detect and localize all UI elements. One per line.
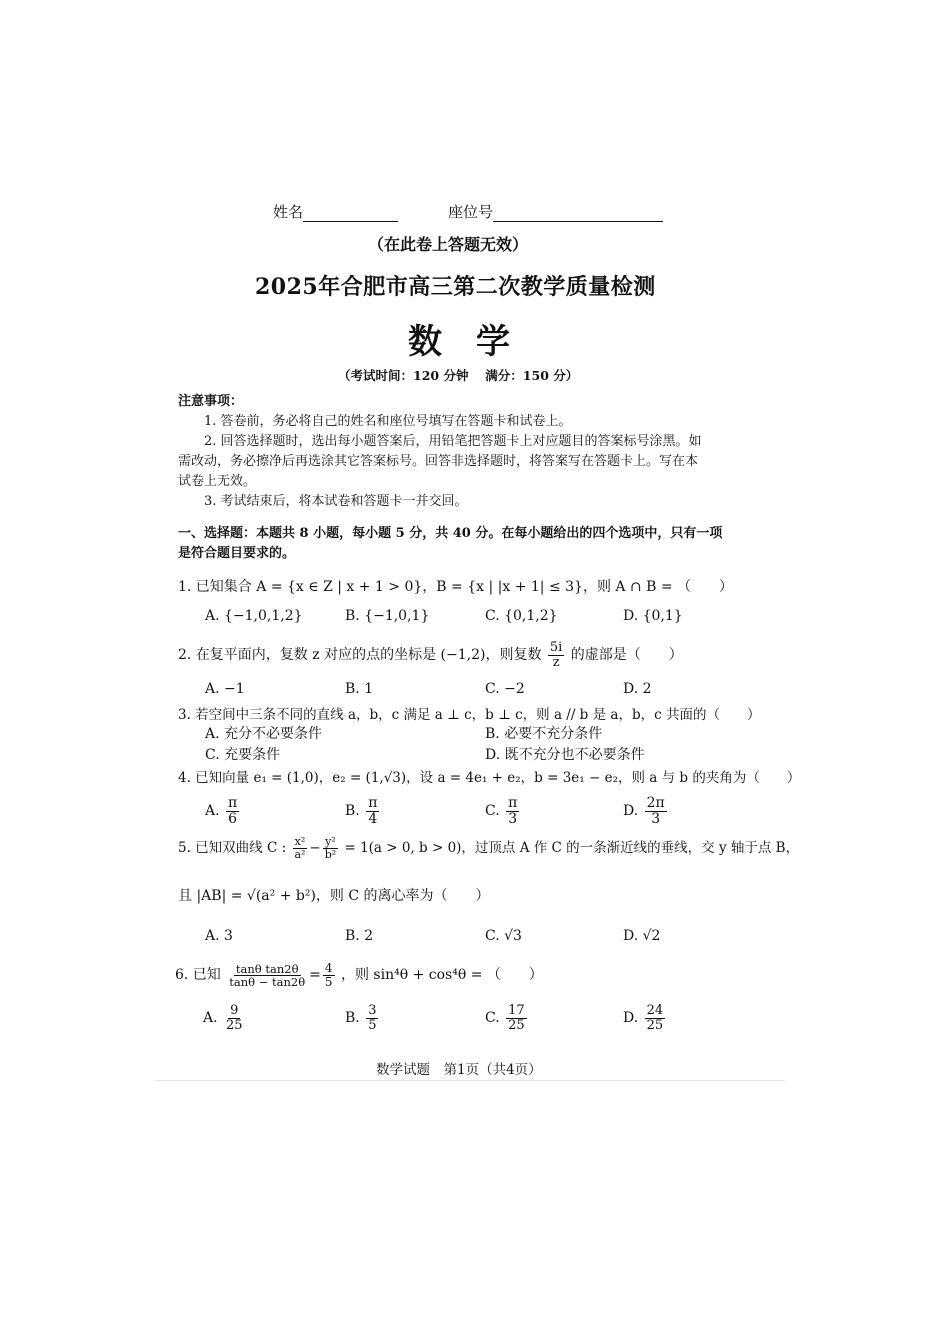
q6-frac-num: tanθ tan2θ xyxy=(235,961,299,976)
page-footer: 数学试题 第1页（共4页） xyxy=(376,1062,542,1078)
q6-d-label: D. xyxy=(623,1010,639,1027)
q6-a-num: 9 xyxy=(230,1003,239,1018)
q4-b-frac xyxy=(366,796,379,826)
q6-fraction xyxy=(227,963,307,988)
q2-option-a: A. −1 xyxy=(205,681,245,697)
q5-f2-num: y² xyxy=(325,835,336,849)
q2-option-c: C. −2 xyxy=(485,681,525,697)
q1-option-c: C. {0,1,2} xyxy=(485,608,558,624)
q6-c-frac xyxy=(506,1004,527,1032)
q4-b-label: B. xyxy=(345,803,360,820)
section1-line1: 一、选择题：本题共 8 小题，每小题 5 分，共 40 分。在每小题给出的四个选项中，只有一项 xyxy=(178,526,723,541)
q6-a-frac xyxy=(224,1004,245,1032)
q4-option-c xyxy=(485,796,521,826)
q4-a-den: 6 xyxy=(228,810,238,827)
q2-stem-post: 的虚部是（ ） xyxy=(570,647,683,664)
q4-d-label: D. xyxy=(623,803,639,820)
q5-minus: − xyxy=(309,840,321,856)
q1-stem: 1. 已知集合 A = {x ∈ Z | x + 1 > 0}，B = {x | |x + 1| ≤ 3}，则 A ∩ B = （ ） xyxy=(178,579,734,595)
q1-option-a: A. {−1,0,1,2} xyxy=(205,608,303,624)
q6-a-label: A. xyxy=(203,1010,218,1027)
section1-line2: 是符合题目要求的。 xyxy=(178,546,296,561)
q4-d-num: 2π xyxy=(646,795,665,811)
q5-f1-den: a² xyxy=(294,848,306,861)
q6-rhs-den: 5 xyxy=(324,974,333,989)
q6-d-num: 24 xyxy=(646,1003,664,1018)
invalid-note: （在此卷上答题无效） xyxy=(368,235,529,254)
q6-b-den: 5 xyxy=(368,1017,377,1033)
q4-c-num: π xyxy=(508,795,518,811)
q2-frac-num: 5i xyxy=(549,640,563,655)
note-item-1: 1. 答卷前，务必将自己的姓名和座位号填写在答题卡和试卷上。 xyxy=(204,414,572,429)
q2-fraction xyxy=(548,641,564,669)
q5-f1-num: x² xyxy=(294,835,306,849)
q4-option-d xyxy=(623,796,669,826)
note-item-3: 3. 考试结束后，将本试卷和答题卡一并交回。 xyxy=(204,494,468,509)
q6-stem-pre: 6. 已知 xyxy=(175,967,221,984)
q3-option-b: B. 必要不充分条件 xyxy=(485,726,603,742)
q6-a-den: 25 xyxy=(226,1017,243,1033)
q5-frac-y xyxy=(323,836,338,860)
q4-c-label: C. xyxy=(485,803,500,820)
q5-f2-den: b² xyxy=(324,848,337,861)
note-item-2-line1: 2. 回答选择题时，选出每小题答案后，用铅笔把答题卡上对应题目的答案标号涂黑。如 xyxy=(204,434,702,449)
q4-option-a xyxy=(205,796,241,826)
seat-label: 座位号 xyxy=(448,203,494,221)
q6-stem-post: ，则 sin⁴θ + cos⁴θ = （ ） xyxy=(340,967,543,984)
q6-d-frac xyxy=(645,1004,666,1032)
q6-c-num: 17 xyxy=(508,1003,525,1018)
q6-b-num: 3 xyxy=(368,1003,377,1018)
q2-option-b: B. 1 xyxy=(345,681,374,697)
q6-eq: = xyxy=(309,967,321,984)
note-item-2-line3: 试卷上无效。 xyxy=(178,474,257,489)
q2-stem xyxy=(178,641,683,669)
q2-frac-den: z xyxy=(552,654,560,670)
q6-d-den: 25 xyxy=(646,1017,664,1033)
q6-frac-den: tanθ − tan2θ xyxy=(229,974,306,989)
q1-option-b: B. {−1,0,1} xyxy=(345,608,430,624)
q4-stem: 4. 已知向量 e₁ = (1,0)，e₂ = (1,√3)，设 a = 4e₁ + e₂，b = 3e₁ − e₂，则 a 与 b 的夹角为（ ） xyxy=(178,770,801,786)
q6-b-frac xyxy=(366,1004,378,1032)
q1-option-d: D. {0,1} xyxy=(623,608,683,624)
q4-d-den: 3 xyxy=(651,810,661,827)
q6-c-den: 25 xyxy=(508,1017,525,1033)
page-bottom-divider xyxy=(155,1080,785,1081)
q4-option-b xyxy=(345,796,381,826)
q6-stem xyxy=(175,962,543,988)
q5-option-a: A. 3 xyxy=(205,928,233,944)
q4-b-num: π xyxy=(368,795,378,811)
subject-title: 数 学 xyxy=(408,322,510,362)
exam-info: （考试时间：120 分钟 满分：150 分） xyxy=(338,368,579,383)
q5-line2: 且 |AB| = √(a² + b²)，则 C 的离心率为（ ） xyxy=(178,888,490,904)
name-field xyxy=(273,201,398,222)
q3-stem: 3. 若空间中三条不同的直线 a，b，c 满足 a ⊥ c，b ⊥ c，则 a // b 是 a，b，c 共面的（ ） xyxy=(178,707,761,723)
q3-option-c: C. 充要条件 xyxy=(205,747,281,763)
q5-stem-post: = 1(a > 0, b > 0)，过顶点 A 作 C 的一条渐近线的垂线，交 y 轴于点 B， xyxy=(344,840,800,856)
q4-d-frac xyxy=(645,796,667,826)
q5-option-d: D. √2 xyxy=(623,928,661,944)
name-blank xyxy=(303,205,398,222)
q6-b-label: B. xyxy=(345,1010,360,1027)
q6-c-label: C. xyxy=(485,1010,500,1027)
q4-b-den: 4 xyxy=(368,810,378,827)
q6-option-c xyxy=(485,1004,529,1032)
q3-option-a: A. 充分不必要条件 xyxy=(205,726,323,742)
q4-a-label: A. xyxy=(205,803,220,820)
q5-option-c: C. √3 xyxy=(485,928,522,944)
name-label: 姓名 xyxy=(273,203,304,221)
note-item-2-line2: 需改动，务必擦净后再选涂其它答案标号。回答非选择题时，将答案写在答题卡上。写在本 xyxy=(178,454,699,469)
q6-rhs xyxy=(323,962,335,988)
q3-option-d: D. 既不充分也不必要条件 xyxy=(485,747,645,763)
seat-blank xyxy=(493,205,663,222)
seat-field xyxy=(448,201,663,222)
q6-option-a xyxy=(203,1004,247,1032)
q5-stem xyxy=(178,836,799,861)
q4-a-num: π xyxy=(228,795,238,811)
q5-option-b: B. 2 xyxy=(345,928,374,944)
notes-heading: 注意事项： xyxy=(178,394,244,409)
q6-option-d xyxy=(623,1004,667,1032)
q5-frac-x xyxy=(292,836,307,860)
exam-title: 2025年合肥市高三第二次教学质量检测 xyxy=(255,274,656,300)
q4-c-den: 3 xyxy=(508,810,518,827)
q4-c-frac xyxy=(506,796,519,826)
q6-rhs-num: 4 xyxy=(324,961,333,975)
q4-a-frac xyxy=(226,796,239,826)
q6-option-b xyxy=(345,1004,380,1032)
q2-option-d: D. 2 xyxy=(623,681,652,697)
q5-stem-pre: 5. 已知双曲线 C : xyxy=(178,840,287,856)
q2-stem-pre: 2. 在复平面内，复数 z 对应的点的坐标是 (−1,2)，则复数 xyxy=(178,647,542,664)
